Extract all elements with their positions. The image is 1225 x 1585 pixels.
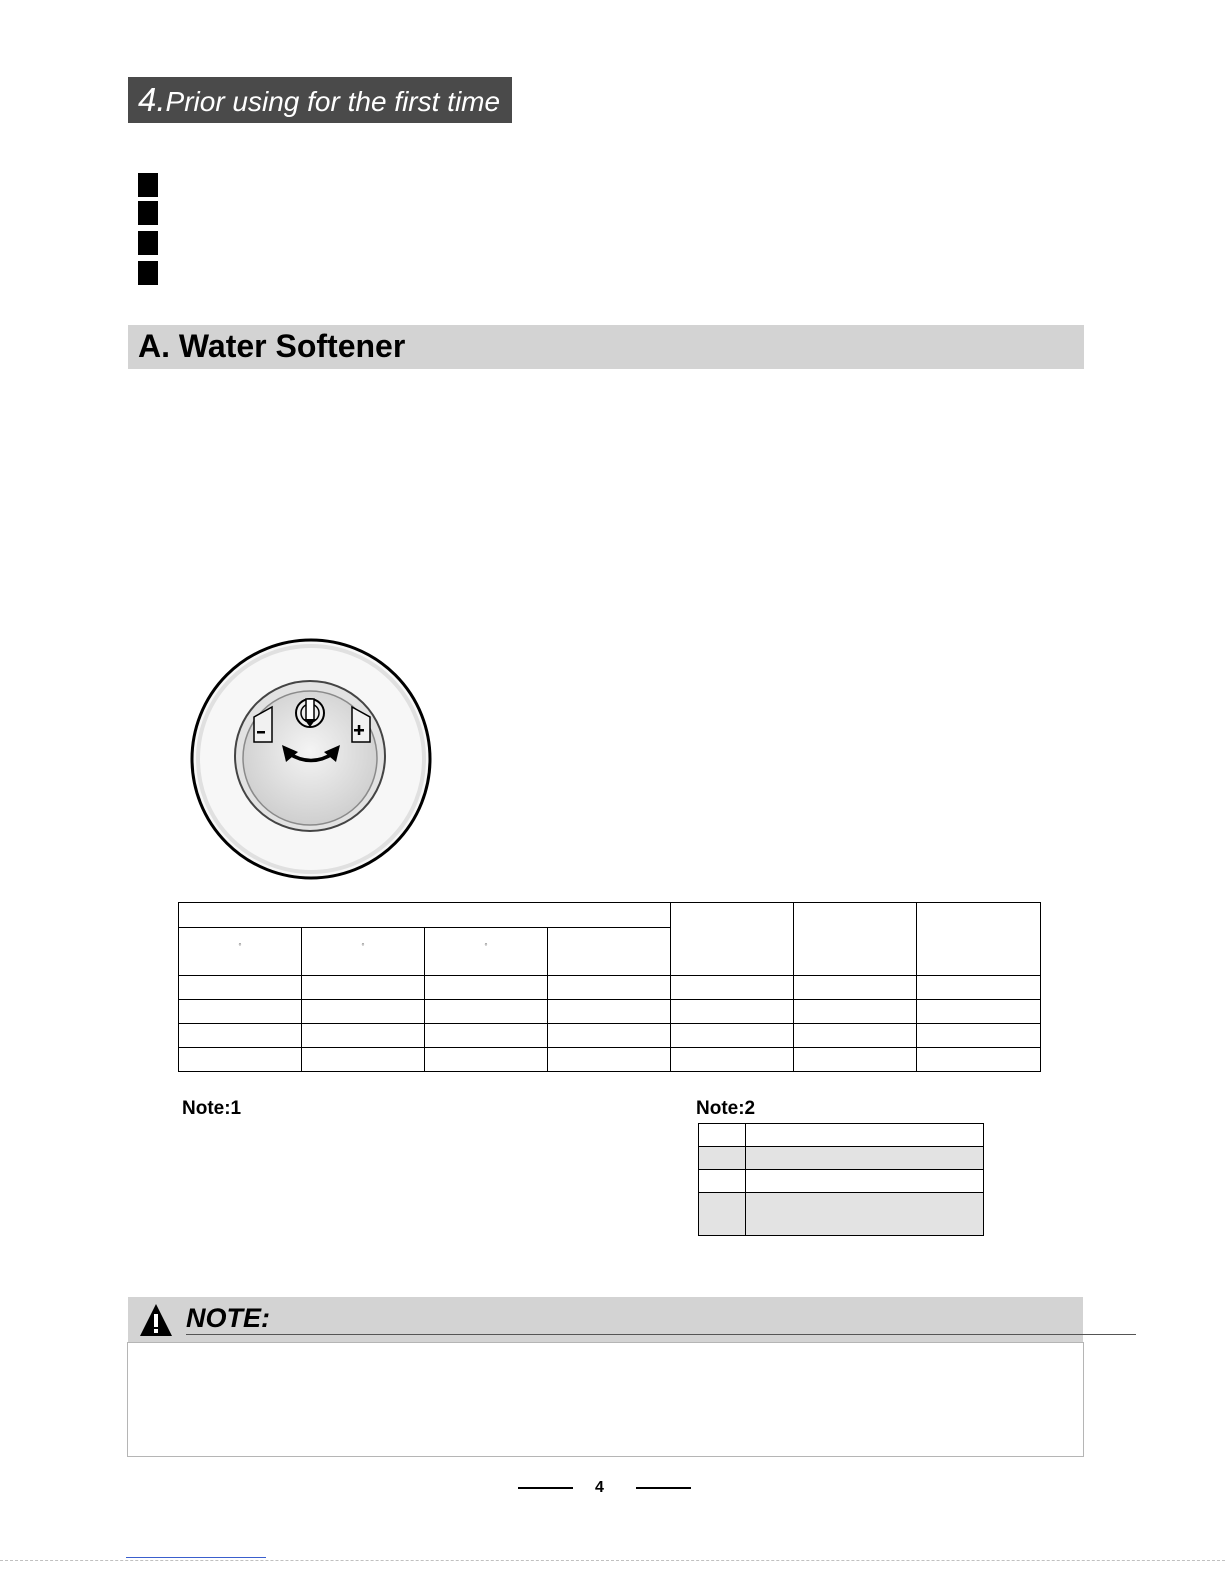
table-header-cell xyxy=(425,928,548,976)
table-header-cell xyxy=(671,903,794,976)
note-1-label: Note:1 xyxy=(182,1098,242,1119)
page-number: 4 xyxy=(595,1479,604,1496)
table-row xyxy=(179,1024,1041,1048)
section-title xyxy=(128,77,512,123)
table-row xyxy=(699,1193,984,1236)
table-header-cell xyxy=(179,903,671,928)
note-2-label: Note:2 xyxy=(696,1098,756,1119)
note-title-underline xyxy=(186,1334,1136,1335)
section-number: 4. xyxy=(138,81,166,118)
table-row xyxy=(179,1048,1041,1072)
table-header-row xyxy=(179,903,1041,928)
table-row xyxy=(179,976,1041,1000)
bullet-marker xyxy=(138,173,158,197)
note-content-box xyxy=(127,1342,1084,1457)
degree-mark: ° xyxy=(484,942,488,951)
section-title-text: Prior using for the first time xyxy=(165,86,501,117)
table-row xyxy=(179,1000,1041,1024)
water-hardness-table xyxy=(178,902,1041,1072)
note-2-table xyxy=(698,1123,984,1236)
table-header-cell xyxy=(179,928,302,976)
bullet-marker xyxy=(138,231,158,255)
softener-dial-illustration xyxy=(186,635,436,883)
subsection-title: A. Water Softener xyxy=(138,328,406,364)
table-row xyxy=(699,1170,984,1193)
table-row xyxy=(699,1147,984,1170)
footer-rule-left xyxy=(518,1487,573,1489)
degree-mark: ° xyxy=(361,942,365,951)
table-row xyxy=(699,1124,984,1147)
page-bottom-rule xyxy=(0,1560,1225,1561)
subsection-header xyxy=(128,325,1084,369)
table-header-cell xyxy=(302,928,425,976)
footer-rule-right xyxy=(636,1487,691,1489)
note-header xyxy=(128,1297,1083,1343)
degree-mark: ° xyxy=(238,942,242,951)
table-header-cell xyxy=(794,903,917,976)
bullet-marker xyxy=(138,201,158,225)
bullet-marker xyxy=(138,261,158,285)
table-header-cell xyxy=(548,928,671,976)
warning-icon xyxy=(138,1302,174,1338)
table-header-cell xyxy=(917,903,1041,976)
note-title: NOTE: xyxy=(186,1303,270,1333)
link-underline xyxy=(126,1557,266,1558)
